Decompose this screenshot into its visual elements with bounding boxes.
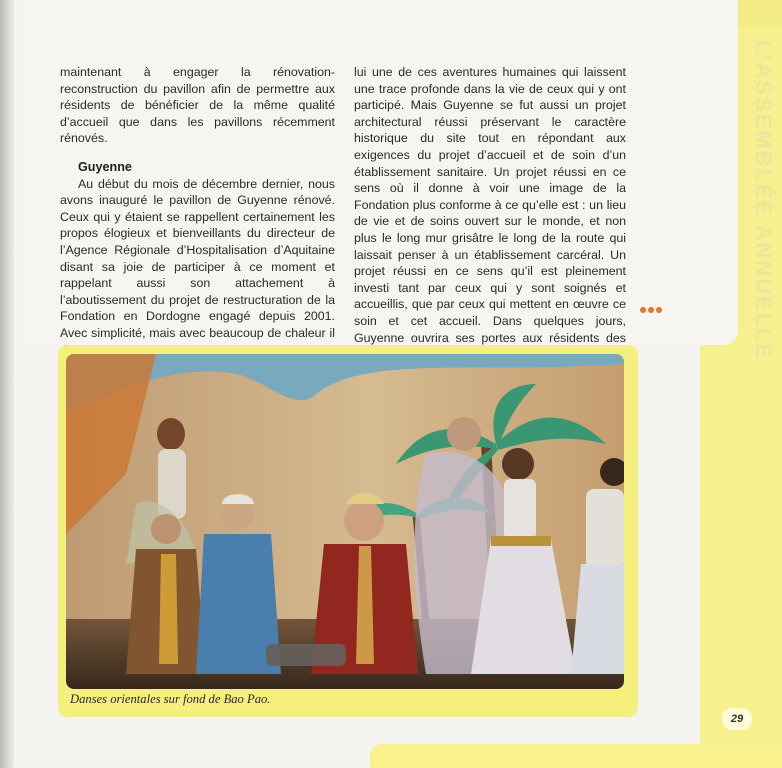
paragraph: lui une de ces aventures humaines qui laissent une trace profonde dans la vie de ceux qui y ont participé. Mais Guyenne se fut aussi un projet architectural réussi préservant le caractère historique du site tout en répondant aux exigences du projet d’accueil et de soin d’un établissement sanitaire. Un projet réussi en ce sens où il donne à voir une image de la Fondation plus conforme à ce qu’elle est : un lieu de vie et de soins ouvert sur le monde, et non plus le long mur grisâtre le long de la route qui laissait penser à un établissement carcéral. Un projet réussi en ce sens qu’il est pleinement investi tant par ceux qui y sont soignés et accueillis, que par ceux qui mettent en œuvre ce soin et cet accueil. Dans quelques jours, Guyenne ouvrira ses portes aux résidents des: [354, 65, 626, 345]
end-of-article-bullets: [640, 300, 664, 318]
yellow-bottom-band: [370, 744, 782, 768]
section-subheading: Guyenne: [78, 159, 132, 174]
page-gutter: [0, 0, 14, 768]
photo-illustration: [66, 354, 624, 689]
bullet-dot: [640, 307, 646, 313]
photo-oriental-dance: [66, 354, 624, 689]
side-title-text: L’ASSEMBLÉE ANNUELLE: [751, 40, 776, 361]
page-number: 29: [722, 708, 752, 730]
side-title: [751, 40, 776, 361]
paragraph: maintenant à engager la rénovation-reconstruction du pavillon afin de permettre aux résidents de bénéficier de la même qualité d’accueil que dans les pavillons récemment rénovés.: [60, 65, 335, 146]
text-column-left: [60, 64, 335, 391]
photo-caption: Danses orientales sur fond de Bao Pao.: [70, 692, 271, 706]
bullet-dot: [648, 307, 654, 313]
paragraph: Au début du mois de décembre dernier, nous avons inauguré le pavillon de Guyenne rénové. Ceux qui y étaient se rappellent certainement les propos élogieux et bienveillants du directeur de l’Agence Régionale d’Hospitalisation d’Aquitaine disant sa joie de participer à ce moment et rappelant aussi son attachement à l’aboutissement du projet de restructuration de la Fondation en Dordogne engagé depuis 2001. Avec simplicité, mais avec beaucoup de chaleur il: [60, 176, 335, 340]
bullet-dot: [656, 307, 662, 313]
text-column-right: [354, 64, 626, 379]
